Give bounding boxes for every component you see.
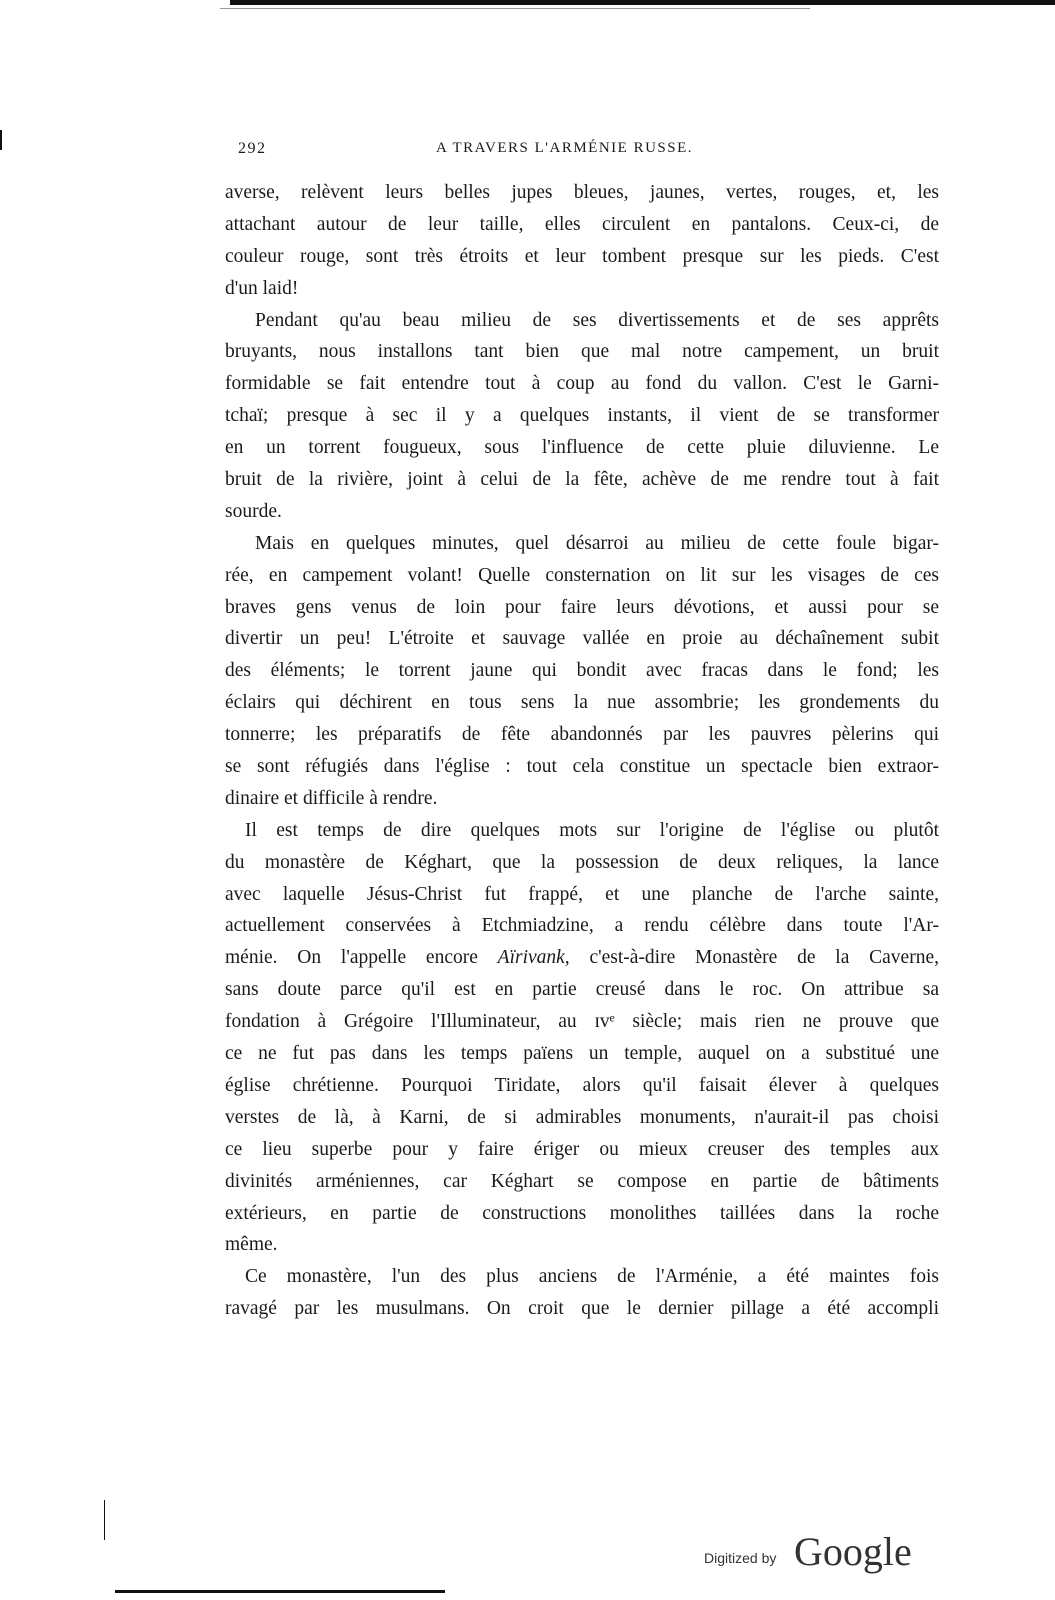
text-line: Mais en quelques minutes, quel désarroi au milieu de cette foule bigar- [255,532,939,554]
text-line: avec laquelle Jésus-Christ fut frappé, et une planche de l'arche sainte, [225,883,939,905]
text-line: bruyants, nous installons tant bien que mal notre campement, un bruit [225,341,939,363]
text-line: couleur rouge, sont très étroits et leur tombent presque sur les pieds. C'est [225,245,939,267]
text-line: sourde. [225,500,282,522]
text-line: ce ne fut pas dans les temps païens un temple, auquel on a substitué une [225,1043,939,1065]
text-line: verstes de là, à Karni, de si admirables monuments, n'aurait-il pas choisi [225,1106,939,1128]
text-line: éclairs qui déchirent en tous sens la nue assombrie; les grondements du [225,692,939,714]
digitized-by-google-watermark [704,1528,944,1578]
running-title: A TRAVERS L'ARMÉNIE RUSSE. [436,140,694,156]
text-line: Pendant qu'au beau milieu de ses divertissements et de ses apprêts [255,309,939,331]
text-line: église chrétienne. Pourquoi Tiridate, alors qu'il faisait élever à quelques [225,1074,939,1096]
text-line: ravagé par les musulmans. On croit que le dernier pillage a été accompli [225,1298,939,1320]
text-line: tchaï; presque à sec il y a quelques instants, il vient de se transformer [225,405,939,427]
page-header [238,140,738,162]
text-line: extérieurs, en partie de constructions monolithes taillées dans la roche [225,1202,939,1224]
scan-edge-bottom [115,1590,445,1593]
text-line: se sont réfugiés dans l'église : tout cela constitue un spectacle bien extraor- [225,756,939,778]
text-line: d'un laid! [225,277,299,299]
italic-term: Aïrivank, [497,947,570,969]
text-line: bruit de la rivière, joint à celui de la fête, achève de me rendre tout à fait [225,469,939,491]
text-line: averse, relèvent leurs belles jupes bleues, jaunes, vertes, rouges, et, les [225,182,939,203]
text-line: Ce monastère, l'un des plus anciens de l'Arménie, a été maintes fois [245,1266,939,1288]
scan-edge-mark [104,1500,105,1540]
text-line: rée, en campement volant! Quelle consternation on lit sur les visages de ces [225,564,939,586]
text-line: des éléments; le torrent jaune qui bondit avec fracas dans le fond; les [225,660,939,682]
text-line: sans doute parce qu'il est en partie creusé dans le roc. On attribue sa [225,979,939,1001]
text-line: fondation à Grégoire l'Illuminateur, au ɪvᵉ siècle; mais rien ne prouve que [225,1011,939,1033]
google-logo: Google [794,1529,912,1574]
text-line: ce lieu superbe pour y faire ériger ou mieux creuser des temples aux [225,1138,939,1160]
text-line: braves gens venus de loin pour faire leurs dévotions, et aussi pour se [225,596,939,618]
text-line: ménie. On l'appelle encore Aïrivank, c'est-à-dire Monastère de la Caverne, [225,947,939,969]
text-line: divertir un peu! L'étroite et sauvage vallée en proie au déchaînement subit [225,628,939,650]
digitized-label: Digitized by [704,1550,777,1566]
body-text [225,177,939,1325]
text-line: attachant autour de leur taille, elles circulent en pantalons. Ceux-ci, de [225,213,939,235]
scan-edge-mark [0,130,2,150]
text-line: dinaire et difficile à rendre. [225,787,438,809]
text-line: même. [225,1234,278,1256]
text-line: Il est temps de dire quelques mots sur l'origine de l'église ou plutôt [245,819,939,841]
text-line: tonnerre; les préparatifs de fête abandonnés par les pauvres pèlerins qui [225,724,939,746]
text-line: du monastère de Kéghart, que la possession de deux reliques, la lance [225,851,939,873]
scan-edge-top-thin [220,8,810,9]
text-line: divinités arméniennes, car Kéghart se compose en partie de bâtiments [225,1170,939,1192]
text-line: en un torrent fougueux, sous l'influence de cette pluie diluvienne. Le [225,437,939,459]
page-number: 292 [238,140,267,157]
scan-edge-top [230,0,1055,5]
text-line: formidable se fait entendre tout à coup au fond du vallon. C'est le Garni- [225,373,939,395]
text-line: actuellement conservées à Etchmiadzine, a rendu célèbre dans toute l'Ar- [225,915,939,937]
